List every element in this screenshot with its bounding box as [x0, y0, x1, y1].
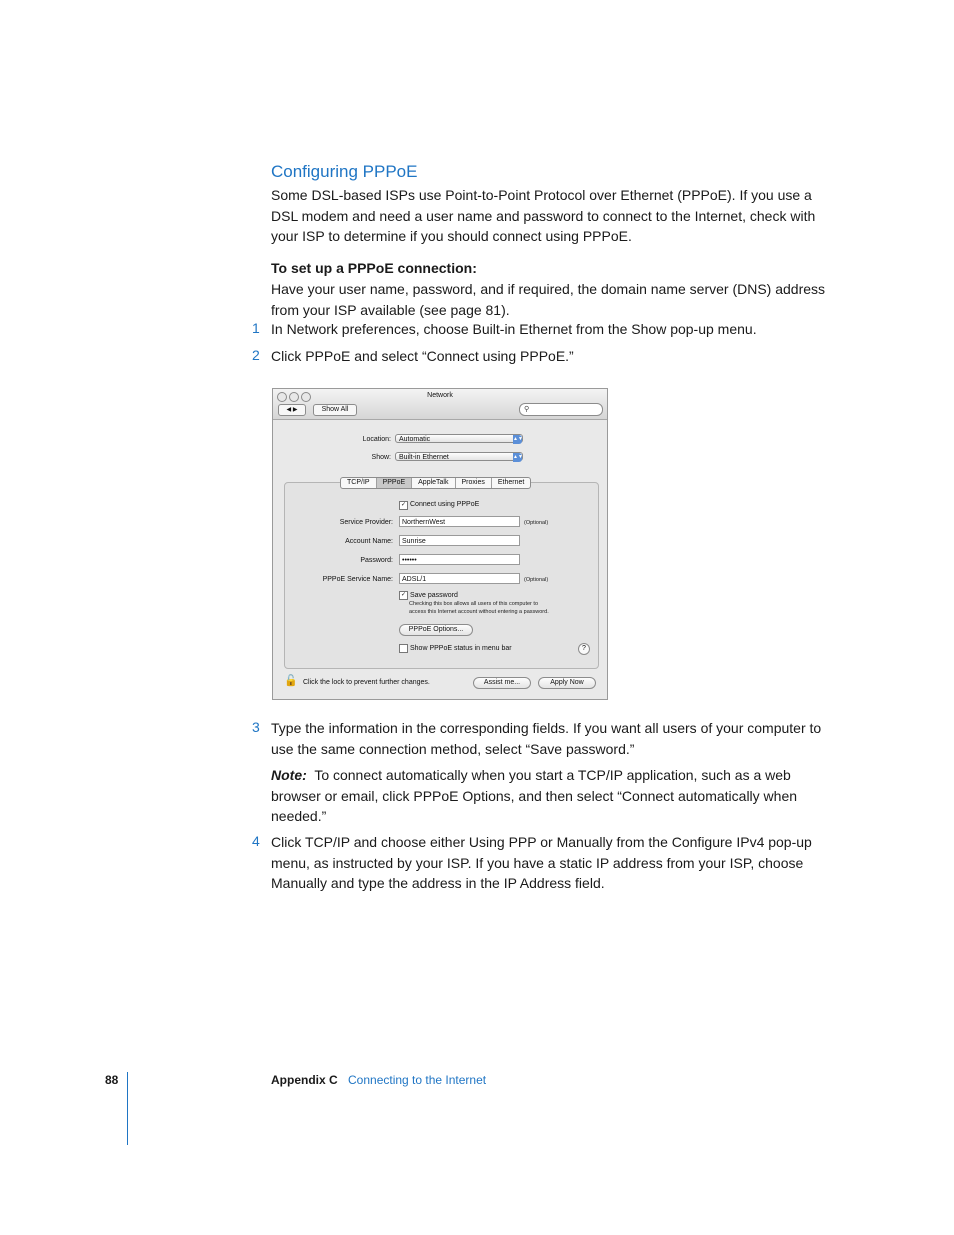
step-text: Click TCP/IP and choose either Using PPP or Manually from the Configure IPv4 pop-up menu, as instructed by your ISP. If you have a static IP address from your ISP, choose Manually and type the address in the IP Address field. [271, 834, 812, 891]
service-provider-field[interactable]: NorthernWest [399, 516, 520, 527]
page-number: 88 [105, 1073, 119, 1087]
task-title: To set up a PPPoE connection: [271, 260, 477, 276]
intro-paragraph: Some DSL-based ISPs use Point-to-Point Protocol over Ethernet (PPPoE). If you use a DSL modem and need a user name and password to connect to the Internet, check with your ISP to determine if you should connect using PPPoE. [271, 187, 816, 244]
account-name-field[interactable]: Sunrise [399, 535, 520, 546]
status-menu-checkbox[interactable] [399, 644, 408, 653]
step-number: 4 [252, 833, 260, 849]
show-value: Built-in Ethernet [399, 454, 449, 461]
show-all-button[interactable]: Show All [313, 404, 357, 416]
password-field[interactable]: •••••• [399, 554, 520, 565]
step-text: Click PPPoE and select “Connect using PPPoE.” [271, 348, 574, 364]
save-password-label: Save password [410, 592, 458, 599]
service-provider-label: Service Provider: [339, 519, 393, 526]
connect-pppoe-checkbox[interactable]: ✓ [400, 502, 407, 508]
pppoe-service-name-label: PPPoE Service Name: [322, 576, 393, 583]
location-label: Location: [362, 436, 391, 443]
show-label: Show: [371, 454, 391, 461]
tab-ethernet[interactable]: Ethernet [497, 479, 525, 486]
tab-proxies[interactable]: Proxies [456, 478, 492, 488]
step-text: In Network preferences, choose Built-in Ethernet from the Show pop-up menu. [271, 321, 757, 337]
footer-rule [127, 1072, 128, 1145]
location-popup[interactable] [395, 434, 523, 443]
connect-pppoe-label: Connect using PPPoE [410, 501, 480, 508]
note-text: To connect automatically when you start a TCP/IP application, such as a web browser or email, click PPPoE Options, and then select “Connect automatically when needed.” [271, 767, 798, 824]
optional-label: (Optional) [524, 520, 549, 526]
lock-icon[interactable]: 🔓 [284, 675, 298, 687]
footer-chapter-link[interactable]: Connecting to the Internet [348, 1073, 487, 1087]
show-popup[interactable] [395, 452, 523, 461]
lock-text: Click the lock to prevent further changes. [303, 679, 430, 686]
window-title: Network [427, 392, 453, 399]
pppoe-service-name-field[interactable]: ADSL/1 [399, 573, 520, 584]
section-heading: Configuring PPPoE [271, 162, 418, 181]
task-intro: Have your user name, password, and if required, the domain name server (DNS) address from your ISP available (see page 81). [271, 281, 826, 318]
pppoe-options-button[interactable]: PPPoE Options... [399, 624, 473, 636]
apply-now-button[interactable]: Apply Now [538, 677, 596, 689]
note [271, 765, 831, 827]
footer-appendix: Appendix C [271, 1073, 338, 1087]
back-forward-buttons[interactable]: ◀ ▶ [278, 404, 306, 416]
assist-me-button[interactable]: Assist me... [473, 677, 531, 689]
network-preferences-screenshot [272, 388, 608, 700]
tab-bar [340, 477, 531, 489]
tab-tcpip[interactable]: TCP/IP [341, 478, 377, 488]
tab-pppoe[interactable]: PPPoE [377, 478, 413, 488]
help-button[interactable]: ? [578, 643, 590, 655]
tab-appletalk[interactable]: AppleTalk [412, 478, 455, 488]
note-label: Note: [271, 767, 307, 783]
optional-label: (Optional) [524, 577, 549, 583]
search-icon: ⚲ [524, 406, 530, 413]
save-password-checkbox[interactable]: ✓ [400, 592, 407, 598]
step-number: 1 [252, 320, 260, 336]
window-titlebar [273, 389, 607, 420]
step-number: 2 [252, 347, 260, 363]
step-text: Type the information in the corresponding fields. If you want all users of your computer to use the same connection method, select “Save password.” [271, 720, 822, 757]
chevron-updown-icon: ▲▼ [513, 436, 523, 442]
chevron-updown-icon: ▲▼ [513, 454, 523, 460]
search-input[interactable] [519, 403, 603, 416]
step-number: 3 [252, 719, 260, 735]
location-value: Automatic [399, 436, 431, 443]
account-name-label: Account Name: [345, 538, 393, 545]
password-label: Password: [360, 557, 393, 564]
save-password-help: access this Internet account without entering a password. [409, 609, 549, 615]
save-password-help: Checking this box allows all users of this computer to [409, 601, 539, 607]
status-menu-label: Show PPPoE status in menu bar [410, 645, 512, 652]
